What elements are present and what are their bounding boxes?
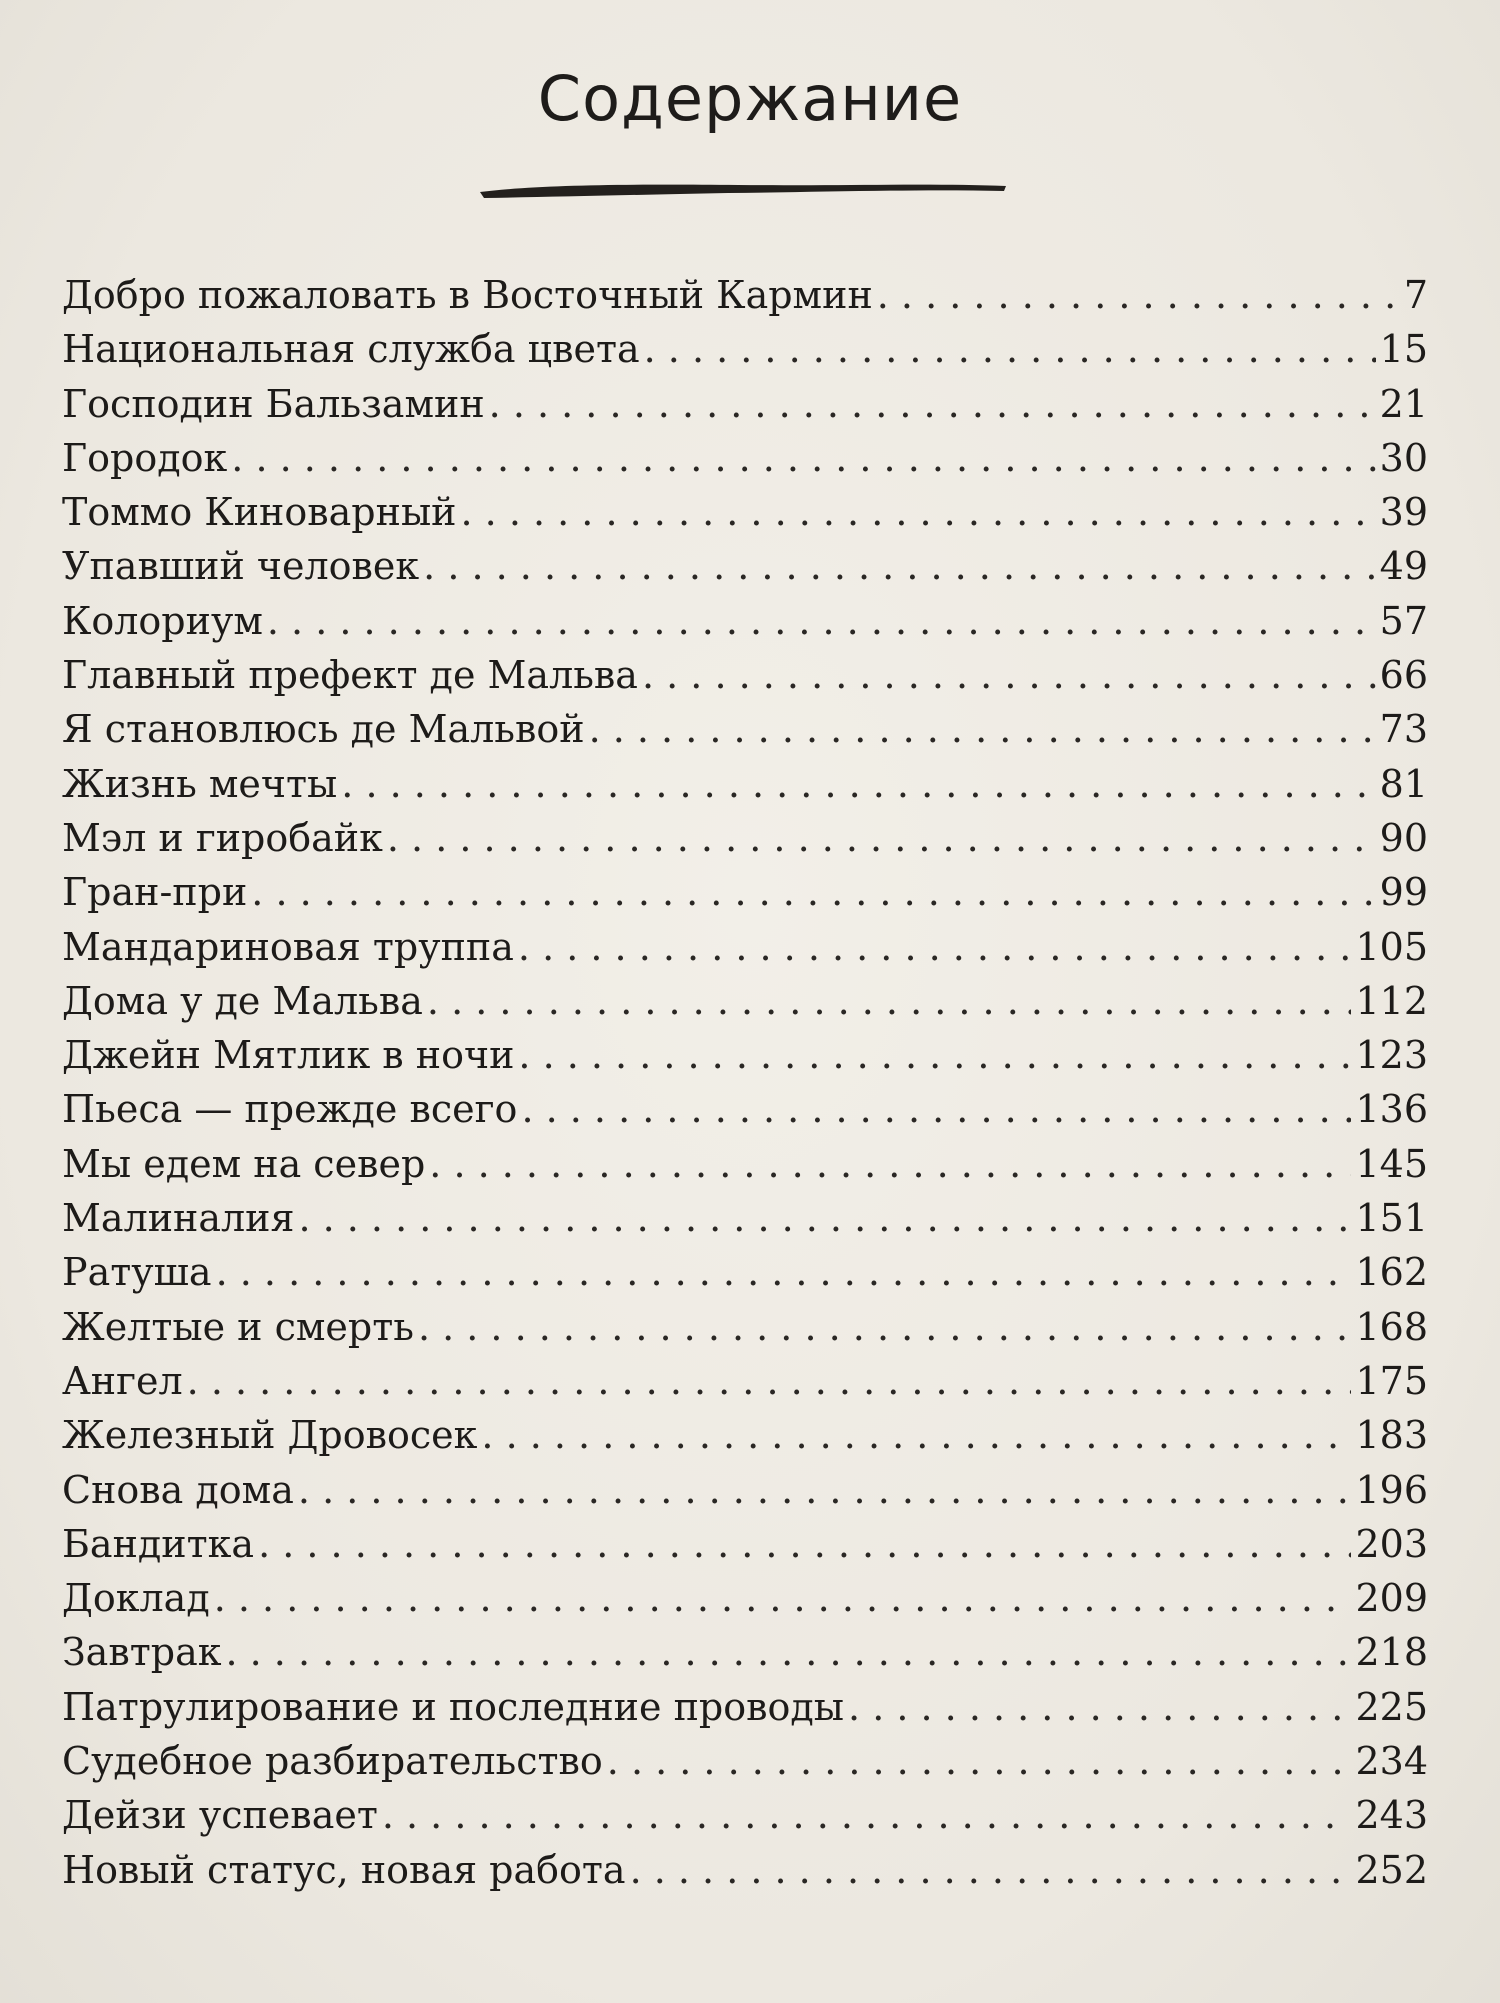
toc-entry-page-number: 243 — [1355, 1793, 1428, 1838]
toc-entry — [62, 377, 1428, 431]
toc-entry — [62, 1571, 1428, 1625]
toc-dot-leader — [848, 1680, 1351, 1734]
toc-entry-page-number: 99 — [1379, 870, 1428, 915]
toc-entry-title: Я становлюсь де Мальвой — [62, 707, 585, 752]
toc-entry — [62, 702, 1428, 756]
toc-dot-leader — [298, 1191, 1351, 1245]
toc-entry-page-number: 183 — [1355, 1413, 1428, 1458]
toc-entry-page-number: 112 — [1355, 978, 1428, 1023]
toc-entry-title: Ратуша — [62, 1250, 212, 1295]
toc-entry-title: Патрулирование и последние проводы — [62, 1684, 845, 1729]
toc-entry-title: Мандариновая труппа — [62, 924, 514, 969]
toc-entry — [62, 1463, 1428, 1517]
toc-entry-page-number: 30 — [1379, 435, 1428, 480]
toc-entry-page-number: 225 — [1355, 1684, 1428, 1729]
toc-entry — [62, 1028, 1428, 1082]
toc-dot-leader — [461, 485, 1376, 539]
toc-dot-leader — [387, 811, 1376, 865]
toc-dot-leader — [427, 974, 1352, 1028]
title-brush-underline — [478, 176, 1008, 204]
toc-entry-title: Господин Бальзамин — [62, 381, 485, 426]
toc-entry-page-number: 168 — [1355, 1304, 1428, 1349]
toc-entry — [62, 648, 1428, 702]
toc-dot-leader — [481, 1408, 1351, 1462]
toc-entry-page-number: 136 — [1355, 1087, 1428, 1132]
toc-entry — [62, 1408, 1428, 1462]
toc-dot-leader — [251, 865, 1375, 919]
toc-dot-leader — [518, 1028, 1351, 1082]
toc-entry — [62, 1788, 1428, 1842]
toc-dot-leader — [341, 757, 1375, 811]
toc-entry-page-number: 57 — [1379, 598, 1428, 643]
toc-dot-leader — [877, 268, 1400, 322]
toc-entry-title: Пьеса — прежде всего — [62, 1087, 518, 1132]
toc-entry-title: Жизнь мечты — [62, 761, 338, 806]
toc-entry-title: Мы едем на север — [62, 1141, 426, 1186]
toc-entry-page-number: 145 — [1355, 1141, 1428, 1186]
toc-entry — [62, 1137, 1428, 1191]
toc-entry-page-number: 15 — [1379, 327, 1428, 372]
toc-dot-leader — [589, 702, 1376, 756]
toc-entry-title: Малиналия — [62, 1196, 295, 1241]
toc-dot-leader — [423, 539, 1375, 593]
toc-entry — [62, 322, 1428, 376]
toc-dot-leader — [489, 377, 1376, 431]
toc-dot-leader — [429, 1137, 1351, 1191]
toc-entry-title: Упавший человек — [62, 544, 420, 589]
toc-dot-leader — [521, 1082, 1351, 1136]
toc-entry-title: Дома у де Мальва — [62, 978, 423, 1023]
toc-entry-title: Желтые и смерть — [62, 1304, 414, 1349]
toc-entry — [62, 974, 1428, 1028]
toc-entry-page-number: 21 — [1379, 381, 1428, 426]
toc-entry-page-number: 175 — [1355, 1358, 1428, 1403]
toc-entry — [62, 485, 1428, 539]
toc-dot-leader — [214, 1571, 1352, 1625]
toc-dot-leader — [382, 1788, 1352, 1842]
toc-entry-title: Добро пожаловать в Восточный Кармин — [62, 273, 873, 317]
toc-entry-title: Мэл и гиробайк — [62, 815, 383, 860]
toc-entry — [62, 1680, 1428, 1734]
toc-dot-leader — [644, 322, 1376, 376]
toc-entry-title: Джейн Мятлик в ночи — [62, 1033, 515, 1078]
toc-dot-leader — [187, 1354, 1352, 1408]
toc-entry-page-number: 7 — [1403, 273, 1428, 317]
toc-entry — [62, 539, 1428, 593]
table-of-contents — [62, 268, 1428, 1897]
toc-entry — [62, 757, 1428, 811]
toc-entry-page-number: 39 — [1379, 490, 1428, 535]
toc-entry-title: Железный Дровосек — [62, 1413, 478, 1458]
toc-dot-leader — [418, 1300, 1352, 1354]
toc-entry-title: Главный префект де Мальва — [62, 653, 638, 698]
toc-entry-page-number: 196 — [1355, 1467, 1428, 1512]
toc-entry-title: Новый статус, новая работа — [62, 1847, 626, 1892]
toc-entry-page-number: 66 — [1379, 653, 1428, 698]
toc-dot-leader — [231, 431, 1375, 485]
toc-entry — [62, 1625, 1428, 1679]
toc-entry-page-number: 49 — [1379, 544, 1428, 589]
toc-entry-page-number: 105 — [1355, 924, 1428, 969]
toc-entry — [62, 811, 1428, 865]
toc-entry-title: Городок — [62, 435, 228, 480]
toc-entry-title: Судебное разбирательство — [62, 1739, 603, 1784]
toc-entry-page-number: 209 — [1355, 1576, 1428, 1621]
toc-dot-leader — [267, 594, 1376, 648]
toc-entry-title: Колориум — [62, 598, 263, 643]
toc-dot-leader — [607, 1734, 1352, 1788]
toc-entry — [62, 865, 1428, 919]
toc-dot-leader — [630, 1843, 1352, 1897]
toc-entry-page-number: 73 — [1379, 707, 1428, 752]
toc-entry-title: Снова дома — [62, 1467, 294, 1512]
toc-entry — [62, 1517, 1428, 1571]
toc-entry — [62, 431, 1428, 485]
toc-entry — [62, 1300, 1428, 1354]
toc-entry-title: Гран-при — [62, 870, 248, 915]
toc-entry — [62, 1191, 1428, 1245]
toc-entry — [62, 1734, 1428, 1788]
toc-entry-page-number: 81 — [1379, 761, 1428, 806]
toc-entry-page-number: 162 — [1355, 1250, 1428, 1295]
toc-entry-page-number: 123 — [1355, 1033, 1428, 1078]
toc-entry — [62, 1082, 1428, 1136]
toc-entry — [62, 1354, 1428, 1408]
toc-entry-title: Завтрак — [62, 1630, 222, 1675]
toc-entry-title: Доклад — [62, 1576, 210, 1621]
toc-entry — [62, 920, 1428, 974]
toc-entry-page-number: 218 — [1355, 1630, 1428, 1675]
toc-entry-page-number: 203 — [1355, 1521, 1428, 1566]
toc-dot-leader — [225, 1625, 1351, 1679]
toc-dot-leader — [298, 1463, 1352, 1517]
toc-entry-title: Национальная служба цвета — [62, 327, 640, 372]
toc-entry-page-number: 90 — [1379, 815, 1428, 860]
toc-entry-title: Ангел — [62, 1358, 183, 1403]
toc-entry — [62, 594, 1428, 648]
toc-entry-title: Бандитка — [62, 1521, 255, 1566]
toc-entry-title: Томмо Киноварный — [62, 490, 457, 535]
toc-entry-page-number: 234 — [1355, 1739, 1428, 1784]
toc-entry — [62, 1245, 1428, 1299]
toc-entry-title: Дейзи успевает — [62, 1793, 378, 1838]
toc-dot-leader — [518, 920, 1352, 974]
page-title: Содержание — [537, 62, 963, 135]
toc-entry — [62, 1843, 1428, 1897]
toc-dot-leader — [216, 1245, 1352, 1299]
toc-dot-leader — [642, 648, 1376, 702]
toc-entry-page-number: 252 — [1355, 1847, 1428, 1892]
toc-entry-page-number: 151 — [1355, 1196, 1428, 1241]
toc-dot-leader — [258, 1517, 1351, 1571]
toc-entry — [62, 268, 1428, 322]
